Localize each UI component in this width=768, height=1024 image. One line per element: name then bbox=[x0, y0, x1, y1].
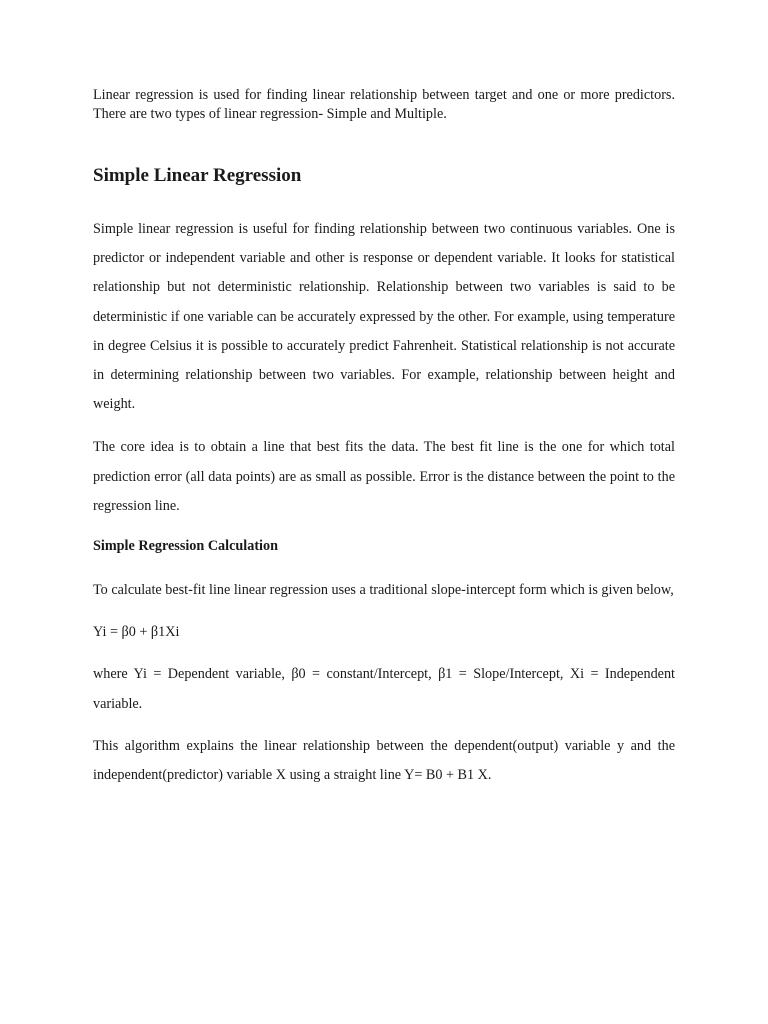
simple-regression-paragraph: Simple linear regression is useful for finding relationship between two continuous variables. One is predictor or independent variable and other is response or dependent variable. It looks for statistical relationship but not deterministic relationship. Relationship between two variables is said to be deterministic if one variable can be accurately expressed by the other. For example, using temperature in degree Celsius it is possible to accurately predict Fahrenheit. Statistical relationship is not accurate in determining relationship between two variables. For example, relationship between height and weight. bbox=[93, 221, 675, 413]
calculation-paragraph: To calculate best-fit line linear regression uses a traditional slope-intercept form which is given below, bbox=[93, 582, 674, 599]
variable-definitions-paragraph: where Yi = Dependent variable, β0 = constant/Intercept, β1 = Slope/Intercept, Xi = Independent variable. bbox=[93, 666, 675, 712]
core-idea-paragraph: The core idea is to obtain a line that best fits the data. The best fit line is the one for which total prediction error (all data points) are as small as possible. Error is the distance between the point to the regression line. bbox=[93, 439, 675, 514]
section-heading: Simple Linear Regression bbox=[93, 165, 302, 186]
subsection-heading: Simple Regression Calculation bbox=[93, 538, 278, 555]
document-page bbox=[93, 86, 675, 790]
algorithm-paragraph: This algorithm explains the linear relationship between the dependent(output) variable y and the independent(predictor) variable X using a straight line Y= B0 + B1 X. bbox=[93, 737, 675, 784]
intro-paragraph: Linear regression is used for finding linear relationship between target and one or more predictors. There are two types of linear regression- Simple and Multiple. bbox=[93, 87, 675, 122]
regression-formula: Yi = β0 + β1Xi bbox=[93, 624, 180, 641]
